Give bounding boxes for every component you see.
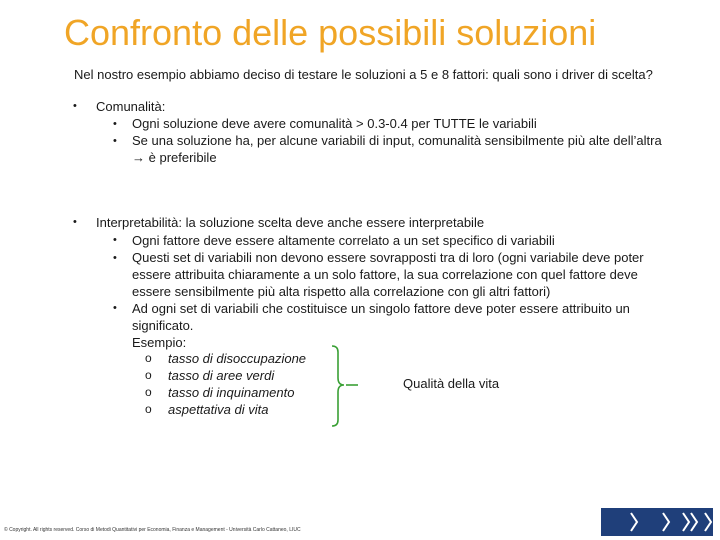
- arrow-icon: →: [132, 150, 145, 165]
- interpretability-point-2-line-1: Questi set di variabili non devono essere sovrapposti tra di loro (ogni variabile deve poter: [132, 250, 644, 265]
- interpretability-point-2-line-2: essere attribuita chiaramente a un solo fattore, la sua correlazione con quel fattore deve: [132, 267, 638, 282]
- sub-bullet-marker: o: [145, 351, 152, 365]
- slide-title: Confronto delle possibili soluzioni: [64, 12, 597, 53]
- bullet-marker: •: [73, 100, 77, 112]
- grouping-bracket: [320, 342, 360, 428]
- communality-point-2: Se una soluzione ha, per alcune variabili di input, comunalità sensibilmente più alte dell’altra: [132, 133, 662, 148]
- factor-name: Qualità della vita: [403, 376, 500, 391]
- sub-bullet-marker: o: [145, 368, 152, 382]
- example-item: tasso di disoccupazione: [168, 351, 307, 366]
- example-item: tasso di aree verdi: [168, 368, 275, 383]
- bullet-marker: •: [73, 216, 77, 228]
- example-label: Esempio:: [132, 335, 187, 350]
- communality-conclusion: [132, 149, 217, 167]
- bullet-marker: •: [113, 252, 117, 264]
- interpretability-point-3-line-1: Ad ogni set di variabili che costituisce un singolo fattore deve poter essere attribuito un: [132, 301, 630, 316]
- sub-bullet-marker: o: [145, 385, 152, 399]
- interpretability-point-2-line-3: essere sensibilmente più alta rispetto alla correlazione con gli altri fattori): [132, 284, 551, 299]
- interpretability-point-3-line-2: significato.: [132, 318, 194, 333]
- bullet-marker: •: [113, 302, 117, 314]
- sub-bullet-marker: o: [145, 402, 152, 416]
- interpretability-heading: Interpretabilità: la soluzione scelta deve anche essere interpretabile: [96, 215, 485, 230]
- example-item: tasso di inquinamento: [168, 385, 295, 400]
- footer-copyright: © Copyright. All rights reserved. Corso di Metodi Quantitativi per Economia, Finanza e Management - Università Carlo Cattaneo, LIUC: [4, 527, 301, 533]
- example-item: aspettativa di vita: [168, 402, 269, 417]
- bullet-marker: •: [113, 118, 117, 130]
- intro-text: Nel nostro esempio abbiamo deciso di testare le soluzioni a 5 e 8 fattori: quali sono i driver di scelta?: [74, 67, 653, 82]
- interpretability-point-1: Ogni fattore deve essere altamente correlato a un set specifico di variabili: [132, 233, 555, 248]
- communality-heading: Comunalità:: [96, 99, 166, 114]
- communality-conclusion-text: è preferibile: [148, 150, 217, 165]
- bullet-marker: •: [113, 234, 117, 246]
- bullet-marker: •: [113, 135, 117, 147]
- navigation-bar[interactable]: [601, 508, 713, 536]
- communality-point-1: Ogni soluzione deve avere comunalità > 0.3-0.4 per TUTTE le variabili: [132, 116, 537, 131]
